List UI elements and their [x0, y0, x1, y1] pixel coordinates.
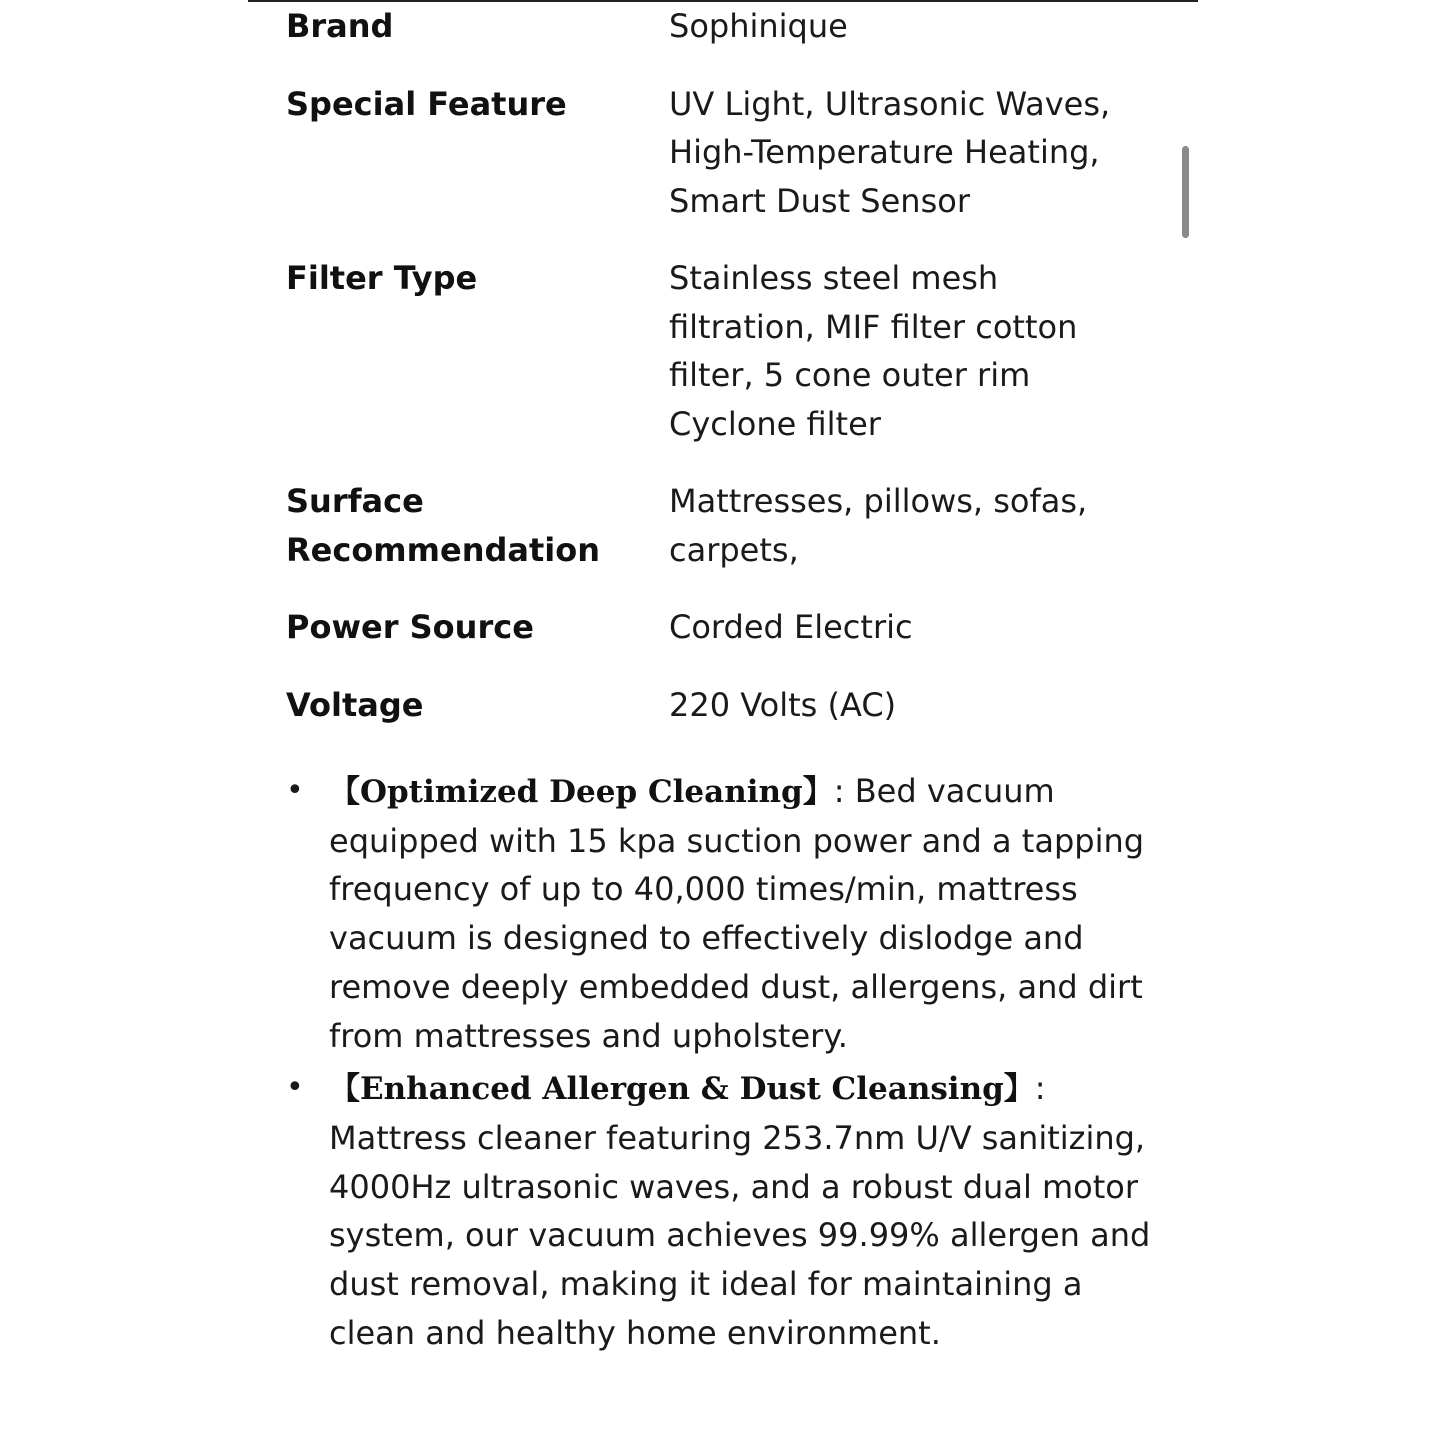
feature-bullet-heading: 【Enhanced Allergen & Dust Cleansing】 — [329, 1071, 1035, 1108]
spec-label: Voltage — [286, 685, 424, 724]
feature-bullet-list — [286, 767, 1166, 1361]
feature-bullet-heading: 【Optimized Deep Cleaning】 — [329, 774, 834, 810]
spec-label: Power Source — [286, 608, 534, 646]
bullet-dot-icon: • — [286, 773, 304, 808]
spec-label: Surface Recommendation — [286, 482, 600, 569]
spec-row-brand — [286, 2, 1166, 51]
spec-value: Stainless steel mesh filtration, MIF filter cotton filter, 5 cone outer rim Cyclone filter — [669, 259, 1078, 443]
spec-value: UV Light, Ultrasonic Waves, High-Temperature Heating, Smart Dust Sensor — [669, 84, 1111, 220]
feature-bullet-item — [286, 1064, 1166, 1357]
spec-label: Special Feature — [286, 84, 567, 123]
spec-row-filter-type — [286, 254, 1166, 448]
spec-row-special-feature — [286, 80, 1166, 226]
scrollbar-thumb[interactable] — [1182, 146, 1189, 238]
feature-bullet-text: : Mattress cleaner featuring 253.7nm U/V sanitizing, 4000Hz ultrasonic waves, and a robust dual motor system, our vacuum achieves 99.99% allergen and dust removal, making it ideal for maintaining a clean and healthy home environment. — [329, 1069, 1151, 1352]
spec-label: Filter Type — [286, 259, 478, 297]
bullet-dot-icon: • — [286, 1070, 304, 1106]
spec-value: Sophinique — [669, 7, 848, 45]
spec-value: Corded Electric — [669, 608, 913, 646]
spec-value: Mattresses, pillows, sofas, carpets, — [669, 482, 1088, 569]
spec-row-power-source — [286, 603, 1166, 652]
spec-row-surface-recommendation — [286, 477, 1166, 574]
spec-row-voltage — [286, 681, 1166, 730]
product-specs-table — [286, 2, 1166, 729]
feature-bullet-text: : Bed vacuum equipped with 15 kpa suction power and a tapping frequency of up to 40,000 times/min, mattress vacuum is designed to effectively dislodge and remove deeply embedded dust, allergens, and dirt from mattresses and upholstery. — [329, 772, 1145, 1055]
spec-label: Brand — [286, 7, 394, 45]
feature-bullet-item — [286, 767, 1166, 1060]
spec-value: 220 Volts (AC) — [669, 685, 897, 724]
